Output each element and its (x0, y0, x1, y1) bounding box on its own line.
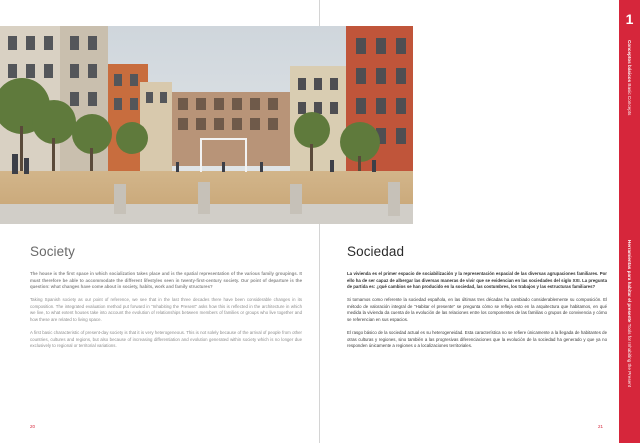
paragraph-en: Taking Spanish society as our point of reference, we see that in the last three decades there have been considerable changes in its composition. The integrated evaluation method put forward in “Inhabiting the Present” asks how this is reflected in the architecture in which we live, to what extent houses take into account the evolution of relationships between members of families or groups who live together and how these are related to living space. (30, 297, 302, 322)
chapter-side-tab (619, 0, 640, 443)
body-text-en (30, 271, 302, 356)
chapter-number: 1 (625, 11, 634, 27)
page-heading-es: Sociedad (347, 244, 405, 259)
town-square-illustration (0, 26, 413, 224)
paragraph-en: A first basic characteristic of present-day society is that it is very heterogeneous. This is not solely because of the arrival of people from other countries, cultures and regions, but also because of increasing differentiation and evolution generated within society which is no longer due exclusively to regional or territorial variations. (30, 329, 302, 349)
paragraph-es: El rasgo básico de la sociedad actual es su heterogeneidad. Esta característica no se refiere únicamente a la llegada de habitantes de otras culturas y regiones, sino también a las progresivas diferenciaciones que la evolución de la sociedad ha generado y que ya no responden únicamente a regiones o a localizaciones territoriales. (347, 329, 607, 349)
lead-paragraph-en: The house is the first space in which socialization takes place and is the spatial representation of the various family groupings. It must therefore be able to accommodate the different lifestyles seen in twenty-first-century society. Our point of departure is the question: what changes have come about in society, habits, work and family structures? (30, 271, 302, 290)
town-square-photo (0, 26, 413, 224)
book-title-es: Herramientas para habitar el presente (626, 240, 632, 323)
chapter-title-en: Basic Concepts (626, 83, 632, 116)
page-number-right: 21 (598, 424, 604, 429)
paragraph-es: Si tomamos como referente la sociedad española, en las últimas tres décadas ha cambiado considerablemente su composición. El método de valoración integral de “Habitar el presente” se pregunta cómo se refleja esto en la arquitectura que habitamos, en qué medida la vivienda da cuenta de la evolución de las relaciones entre los componentes de las familias o grupos de convivencia y cómo se referencian en sus espacios. (347, 297, 607, 322)
page-number-left: 20 (30, 424, 36, 429)
chapter-title-es: Conceptos básicos (626, 40, 632, 83)
chapter-title (627, 40, 632, 115)
book-title (627, 240, 632, 387)
page-heading-en: Society (30, 244, 75, 259)
lead-paragraph-es: La vivienda es el primer espacio de sociabilización y la representación espacial de las diversas agrupaciones familiares. Por ello ha de ser capaz de albergar las diversas maneras de vivir que se evidencian en las sociedades del siglo XXI. La pregunta de partida es: ¿qué cambios se han producido en la sociedad, las costumbres, los trabajos y las estructuras familiares? (347, 271, 607, 290)
book-title-en: Tools for Inhabiting the Present (626, 323, 632, 388)
body-text-es (347, 271, 607, 356)
